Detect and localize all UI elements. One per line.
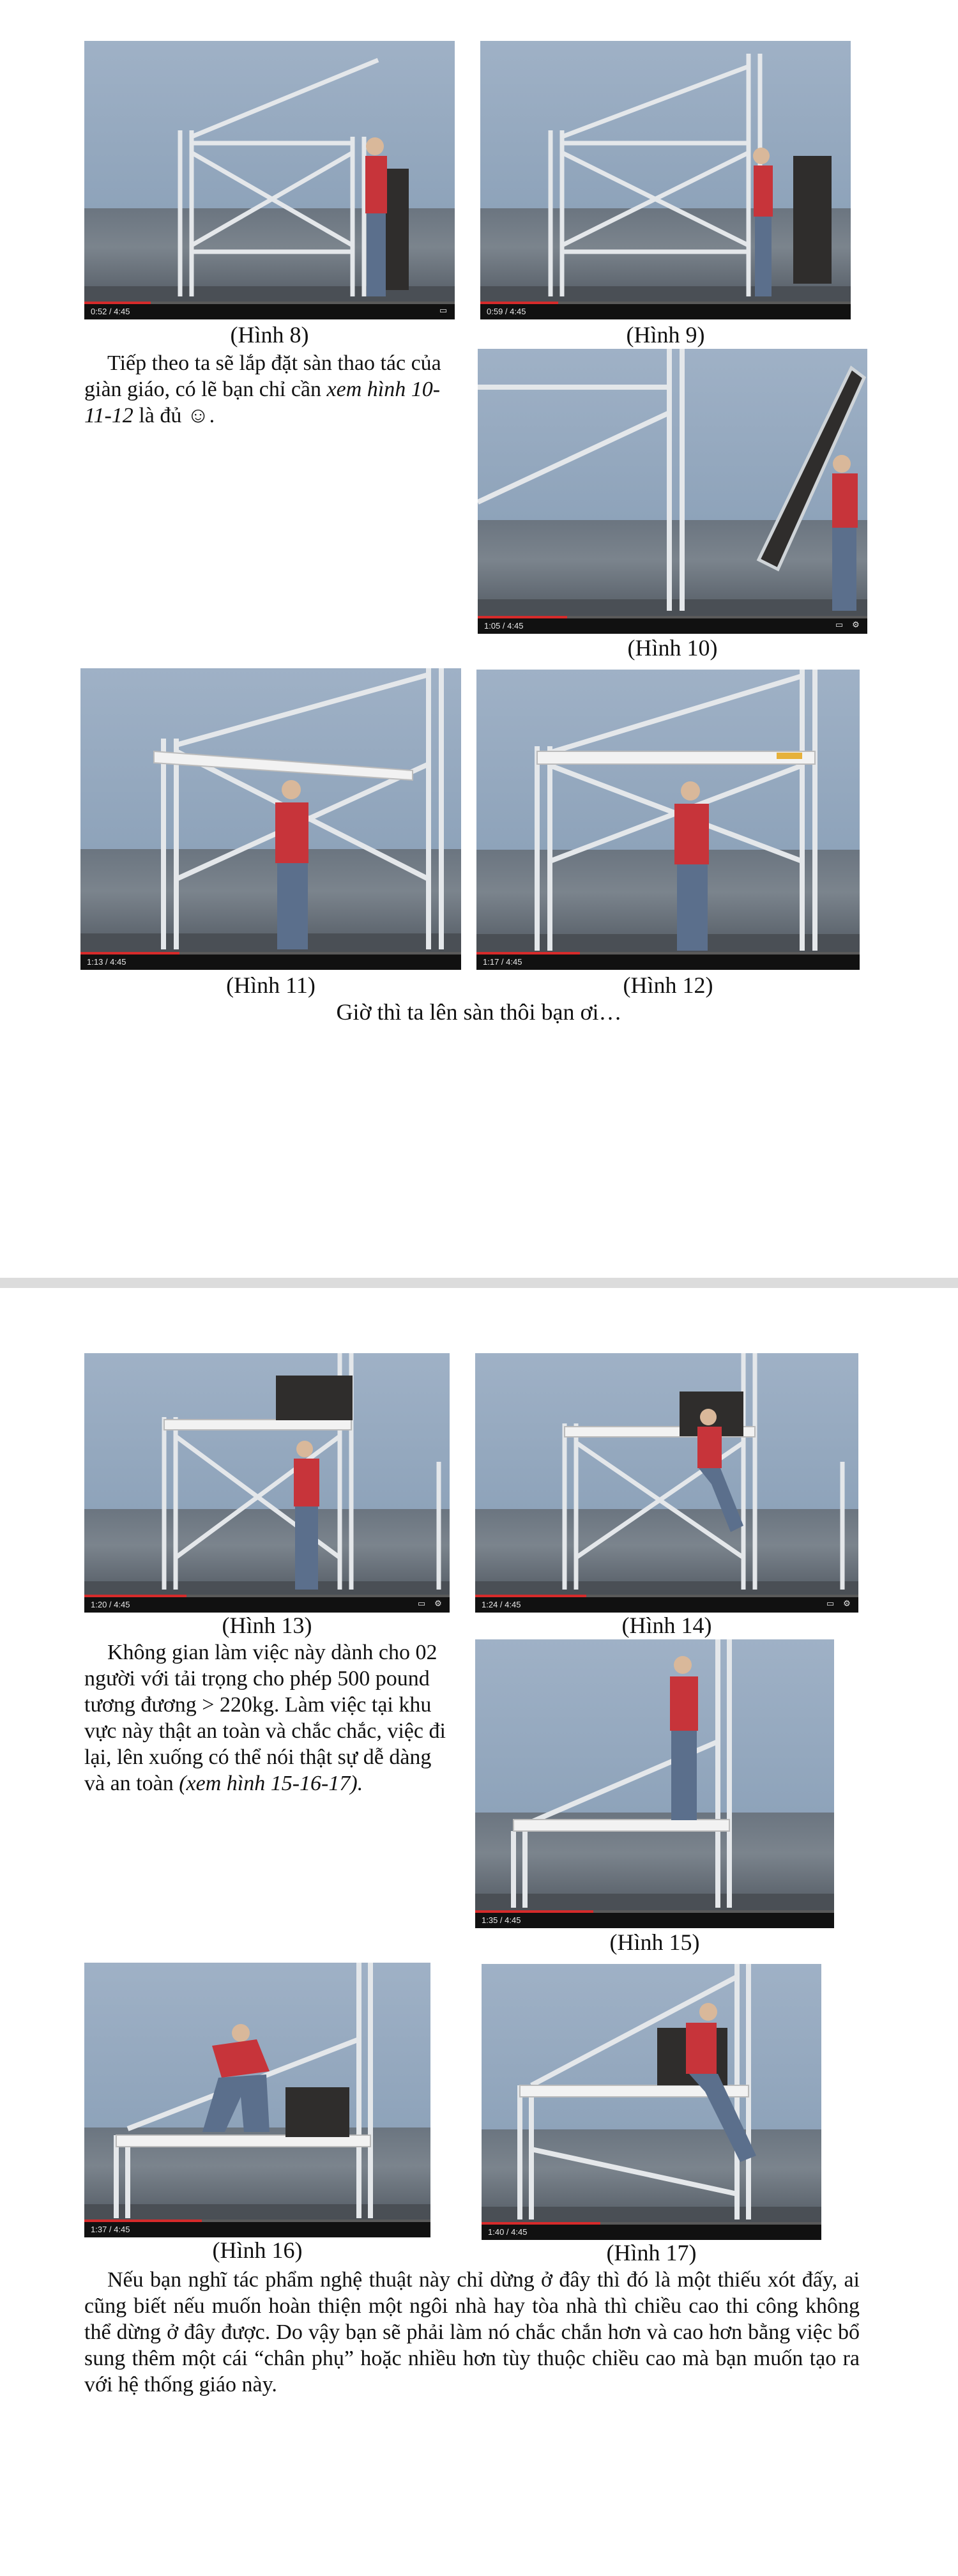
paragraph-extension: Nếu bạn nghĩ tác phẩm nghệ thuật này chỉ dừng ở đây thì đó là một thiếu xót đấy, ai cũng biết nếu muốn hoàn thiện một ngôi nhà hay tòa nhà thì chiều cao thi công không thể dừng ở đây được. Do vậy bạn sẽ phải làm nó chắc chắn hơn và cao hơn bằng việc bổ sung thêm một cái “chân phụ” hoặc nhiều hơn tùy thuộc chiều cao mà bạn muốn tạo ra với hệ thống giáo này.	[84, 2268, 860, 2396]
figure-13-caption: (Hình 13)	[222, 1613, 312, 1638]
scaffold-illustration	[482, 1964, 821, 2240]
video-time: 1:05 / 4:45	[484, 621, 524, 631]
video-progress[interactable]	[84, 302, 151, 304]
document-page-1	[0, 0, 958, 1278]
video-time: 1:40 / 4:45	[488, 2227, 528, 2237]
video-progress[interactable]	[475, 1910, 593, 1913]
video-time: 1:17 / 4:45	[483, 957, 522, 967]
figure-14-video-frame	[475, 1353, 858, 1613]
scaffold-illustration	[476, 670, 860, 970]
figure-17-caption: (Hình 17)	[606, 2240, 697, 2266]
video-progress[interactable]	[84, 1595, 186, 1597]
figure-14-caption: (Hình 14)	[621, 1613, 712, 1638]
gear-icon[interactable]: ⚙	[434, 1599, 442, 1609]
scaffold-illustration	[84, 1963, 430, 2237]
video-progress[interactable]	[84, 2220, 202, 2222]
figure-8-video-frame	[84, 41, 455, 319]
page-separator	[0, 1278, 958, 1288]
video-time: 0:59 / 4:45	[487, 307, 526, 316]
scaffold-illustration	[80, 668, 461, 970]
video-time: 1:13 / 4:45	[87, 957, 126, 967]
figure-11-video-frame	[80, 668, 461, 970]
figure-10-video-frame	[478, 349, 867, 634]
figure-9-video-frame	[480, 41, 851, 319]
caption-icon[interactable]: ▭	[417, 1599, 426, 1609]
video-progress[interactable]	[482, 2222, 600, 2225]
scaffold-illustration	[480, 41, 851, 319]
figure-10-caption: (Hình 10)	[627, 635, 718, 661]
figure-16-video-frame	[84, 1963, 430, 2237]
scaffold-illustration	[84, 1353, 450, 1613]
scaffold-illustration	[475, 1353, 858, 1613]
video-time: 1:37 / 4:45	[91, 2225, 130, 2234]
figure-12-caption: (Hình 12)	[623, 972, 713, 998]
scaffold-illustration	[84, 41, 455, 319]
paragraph-platform-install: Tiếp theo ta sẽ lắp đặt sàn thao tác của giàn giáo, có lẽ bạn chỉ cần xem hình 10-11-12 là đủ ☺.	[84, 351, 441, 427]
video-time: 1:20 / 4:45	[91, 1600, 130, 1609]
document-page-2	[0, 1288, 958, 2566]
video-progress[interactable]	[476, 952, 580, 954]
figure-17-video-frame	[482, 1964, 821, 2240]
figure-15-caption: (Hình 15)	[609, 1929, 700, 1955]
figure-8-caption: (Hình 8)	[230, 322, 309, 348]
video-progress[interactable]	[80, 952, 179, 954]
gear-icon[interactable]: ⚙	[852, 620, 860, 630]
figure-9-caption: (Hình 9)	[626, 322, 705, 348]
video-time: 0:52 / 4:45	[91, 307, 130, 316]
paragraph-workspace: Không gian làm việc này dành cho 02 người với tải trọng cho phép 500 pound tương đương > 220kg. Làm việc tại khu vực này thật an toàn và chắc chắc, việc đi lại, lên xuống có thể nói thật sự dễ dàng và an toàn (xem hình 15-16-17).	[84, 1641, 446, 1795]
video-progress[interactable]	[478, 616, 567, 618]
video-time: 1:35 / 4:45	[482, 1915, 521, 1925]
caption-icon[interactable]: ▭	[439, 306, 448, 316]
figure-16-caption: (Hình 16)	[212, 2237, 303, 2263]
figure-11-caption: (Hình 11)	[226, 972, 316, 998]
video-time: 1:24 / 4:45	[482, 1600, 521, 1609]
video-progress[interactable]	[475, 1595, 586, 1597]
caption-icon[interactable]: ▭	[835, 620, 844, 630]
figure-12-video-frame	[476, 670, 860, 970]
gear-icon[interactable]: ⚙	[843, 1599, 851, 1609]
figure-13-video-frame	[84, 1353, 450, 1613]
video-progress[interactable]	[480, 302, 558, 304]
scaffold-illustration	[478, 349, 867, 634]
caption-icon[interactable]: ▭	[826, 1599, 835, 1609]
closing-line: Giờ thì ta lên sàn thôi bạn ơi…	[336, 999, 622, 1025]
figure-15-video-frame	[475, 1639, 834, 1928]
scaffold-illustration	[475, 1639, 834, 1928]
